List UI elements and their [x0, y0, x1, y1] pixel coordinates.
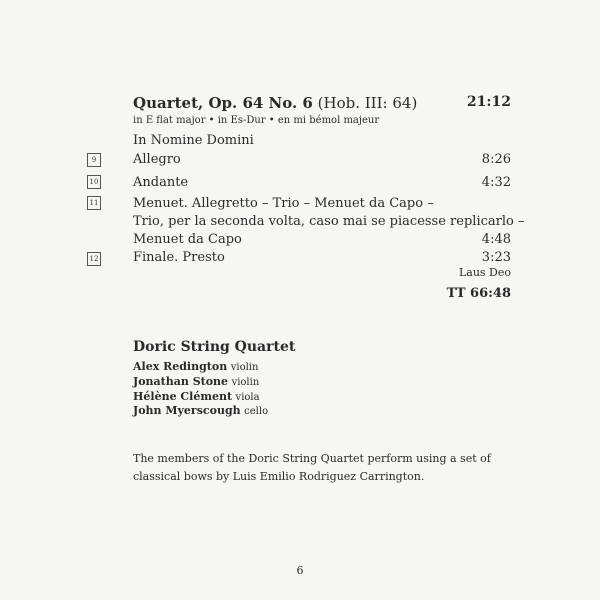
track-title: Andante [133, 175, 189, 190]
work-title-main: Quartet, Op. 64 No. 6 [133, 94, 313, 112]
page-number: 6 [296, 564, 304, 577]
bows-note-line: The members of the Doric String Quartet perform using a set of [133, 452, 491, 465]
member-name: Alex Redington [133, 360, 228, 373]
member-instrument: viola [235, 392, 260, 403]
track-number-box: 9 [87, 153, 101, 167]
member-instrument: cello [244, 406, 269, 417]
ensemble-member [133, 375, 259, 388]
track-number-box: 11 [87, 196, 101, 210]
ensemble-member [133, 360, 258, 373]
member-instrument: violin [230, 362, 259, 373]
member-instrument: violin [231, 377, 260, 388]
track-duration: 3:23 [481, 250, 511, 265]
track-title-line: Menuet. Allegretto – Trio – Menuet da Capo – [133, 196, 434, 211]
track-title-line: Menuet da Capo [133, 232, 242, 247]
track-number-box: 12 [87, 252, 101, 266]
track-number-box: 10 [87, 175, 101, 189]
track-duration: 4:48 [481, 232, 511, 247]
work-title [133, 94, 417, 112]
track-title: Allegro [133, 152, 181, 167]
track-title-line: Trio, per la seconda volta, caso mai se piacesse replicarlo – [133, 214, 525, 229]
laus-deo: Laus Deo [458, 266, 511, 279]
work-duration: 21:12 [466, 94, 511, 110]
member-name: John Myerscough [133, 404, 241, 417]
member-name: Jonathan Stone [133, 375, 229, 388]
track-duration: 8:26 [481, 152, 511, 167]
ensemble-member [133, 404, 268, 417]
dedication: In Nomine Domini [133, 133, 254, 148]
ensemble-name: Doric String Quartet [133, 339, 296, 355]
total-time: TT 66:48 [446, 286, 511, 301]
ensemble-member [133, 390, 260, 403]
track-title: Finale. Presto [133, 250, 225, 265]
key-signature-text: in E flat major • in Es-Dur • en mi bémol majeur [133, 115, 380, 126]
track-duration: 4:32 [481, 175, 511, 190]
bows-note-line: classical bows by Luis Emilio Rodriguez Carrington. [133, 470, 425, 483]
hoboken-number: (Hob. III: 64) [317, 94, 418, 112]
member-name: Hélène Clément [133, 390, 233, 403]
